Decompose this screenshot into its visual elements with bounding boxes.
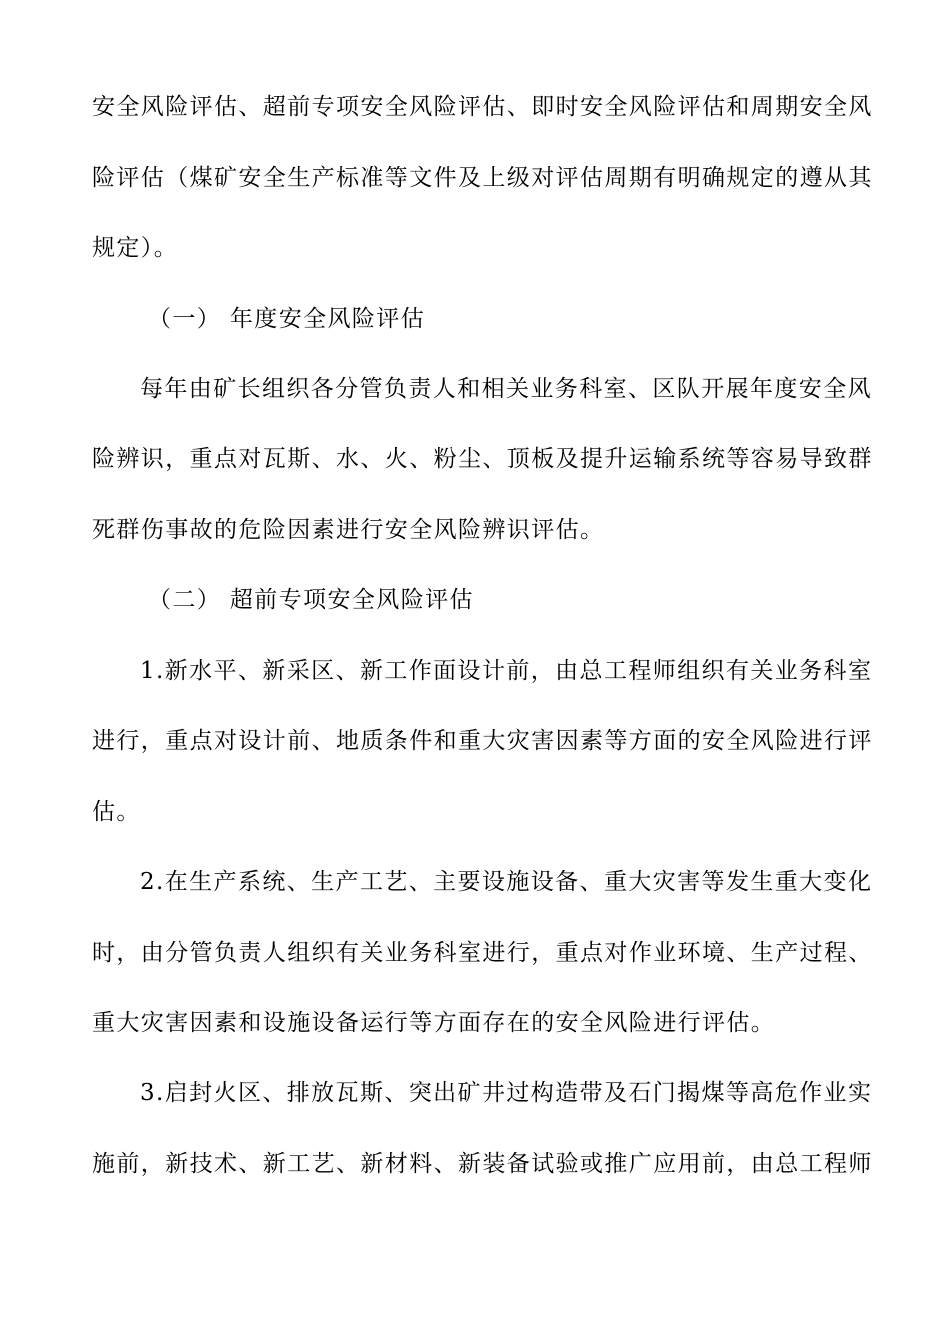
text-line: 施前，新技术、新工艺、新材料、新装备试验或推广应用前，由总工程师 (92, 1151, 873, 1177)
text-line: 规定）。 (92, 235, 179, 261)
text-line: 进行，重点对设计前、地质条件和重大灾害因素等方面的安全风险进行评 (92, 728, 873, 754)
text-line: 每年由矿长组织各分管负责人和相关业务科室、区队开展年度安全风 (140, 376, 872, 402)
section-heading: （二） 超前专项安全风险评估 (148, 587, 474, 613)
text-line: 险辨识，重点对瓦斯、水、火、粉尘、顶板及提升运输系统等容易导致群 (92, 446, 873, 472)
text-line: 重大灾害因素和设施设备运行等方面存在的安全风险进行评估。 (92, 1010, 776, 1036)
text-line: 估。 (92, 799, 141, 825)
text-line: 时，由分管负责人组织有关业务科室进行，重点对作业环境、生产过程、 (92, 940, 873, 966)
text-line: 死群伤事故的危险因素进行安全风险辨识评估。 (92, 517, 605, 543)
text-line: 险评估（煤矿安全生产标准等文件及上级对评估周期有明确规定的遵从其 (92, 165, 873, 191)
text-line: 安全风险评估、超前专项安全风险评估、即时安全风险评估和周期安全风 (92, 94, 873, 120)
text-line: 1.新水平、新采区、新工作面设计前，由总工程师组织有关业务科室 (140, 658, 873, 684)
section-heading: （一） 年度安全风险评估 (148, 306, 426, 332)
text-line: 3.启封火区、排放瓦斯、突出矿井过构造带及石门揭煤等高危作业实 (140, 1080, 873, 1106)
text-line: 2.在生产系统、生产工艺、主要设施设备、重大灾害等发生重大变化 (140, 869, 873, 895)
